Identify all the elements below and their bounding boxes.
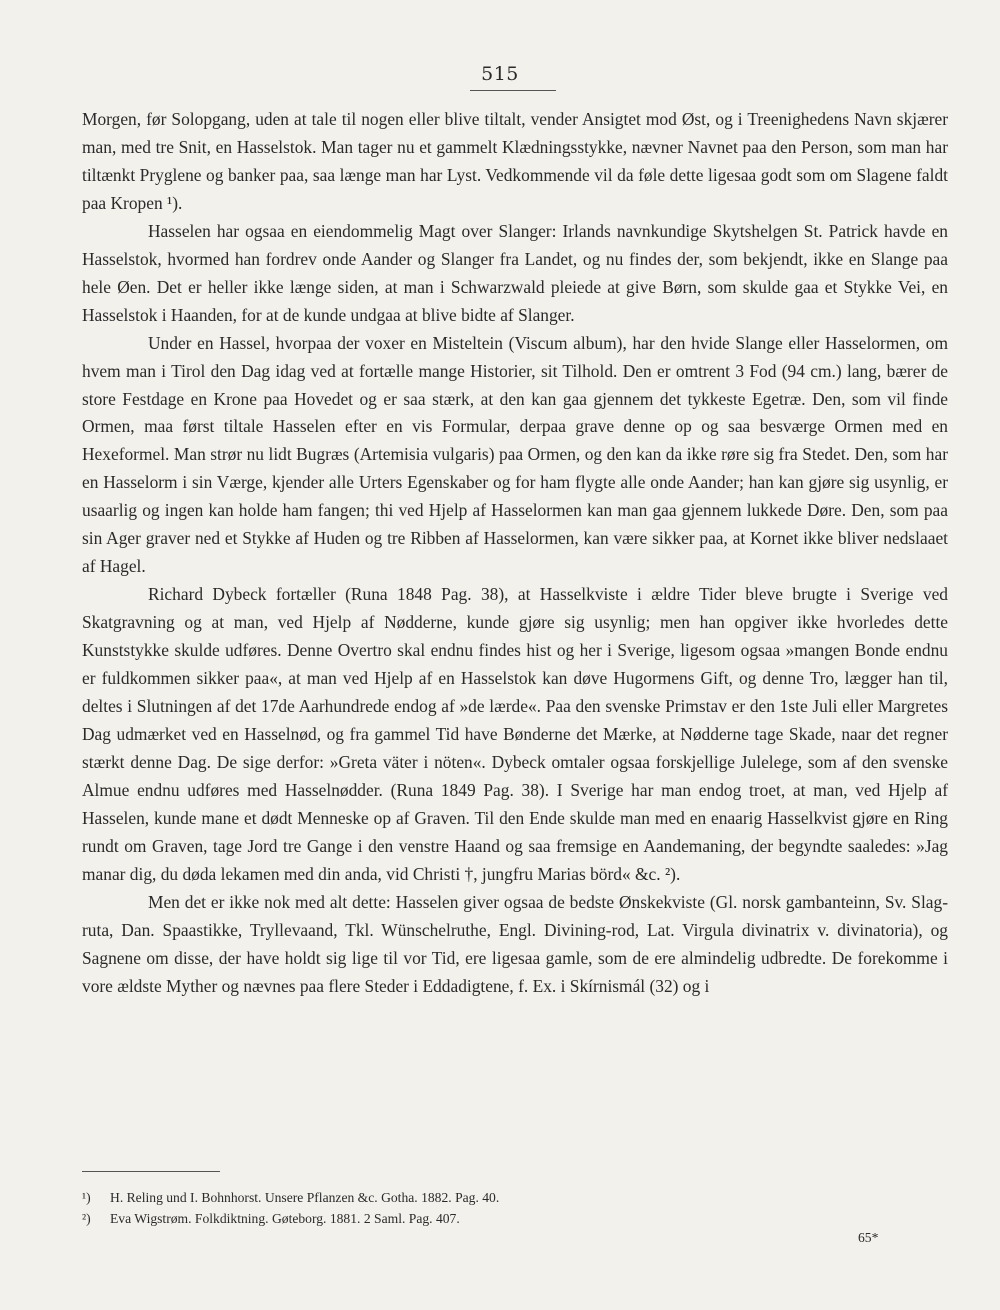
footnotes — [82, 1187, 948, 1229]
paragraph-5: Men det er ikke nok med alt dette: Hasselen giver ogsaa de bedste Ønskekviste (Gl. norsk gambanteinn, Sv. Slag-ruta, Dan. Spaastikke, Tryllevaand, Tkl. Wünschelruthe, Engl. Divining-rod, Lat. Virgula divinatrix v. divinatoria), og Sagnene om disse, der have holdt sig lige til vor Tid, ere ligesaa gamle, som de ere almindelig udbredte. De forekomme i vore ældste Myther og nævnes paa flere Steder i Eddadigtene, f. Ex. i Skírnismál (32) og i — [82, 891, 948, 996]
body-text — [82, 106, 948, 1001]
footnote-2-text: Eva Wigstrøm. Folkdiktning. Gøteborg. 1881. 2 Saml. Pag. 407. — [110, 1211, 460, 1226]
footnote-rule — [82, 1171, 220, 1172]
page-number-rule — [470, 90, 556, 91]
printer-signature: 65* — [858, 1230, 879, 1245]
paragraph-4: Richard Dybeck fortæller (Runa 1848 Pag. 38), at Hasselkviste i ældre Tider bleve brugte i Sverige ved Skatgravning og at man, ved Hjelp af Nødderne, kunde gjøre sig usynlig; men han opgiver ikke hvorledes dette Kunststykke skulde udføres. Denne Overtro skal endnu findes hist og her i Sverige, ligesom ogsaa »mangen Bonde endnu er fuldkommen sikker paa«, at man ved Hjelp af en Hasselstok kan døve Hugormens Gift, og denne Tro, lægger han til, deltes i Slutningen af det 17de Aarhundrede endog af »de lærde«. Paa den svenske Primstav er den 1ste Juli eller Margretes Dag udmærket ved en Hasselnød, og fra gammel Tid have Bønderne det Mærke, at Nødderne tage Skade, naar det regner stærkt denne Dag. De sige derfor: »Greta väter i nöten«. Dybeck omtaler ogsaa forskjellige Julelege, som af den svenske Almue endnu udføres med Hasselnødder. (Runa 1849 Pag. 38). I Sverige har man endog troet, at man, ved Hjelp af Hasselen, kunde mane et dødt Menneske op af Graven. Til den Ende skulde man med en enaarig Hasselkvist gjøre en Ring rundt om Graven, tage Jord tre Gange i den venstre Haand og saa fremsige en Aandemaning, der begyndte saaledes: »Jag manar dig, du døda lekamen med din anda, vid Christi †, jungfru Marias börd« &c. ²). — [82, 584, 948, 884]
footnote-2 — [82, 1208, 948, 1229]
paragraph-3: Under en Hassel, hvorpaa der voxer en Misteltein (Viscum album), har den hvide Slange eller Hasselormen, om hvem man i Tirol den Dag idag ved at fortælle mange Historier, sit Tilhold. Den er omtrent 3 Fod (94 cm.) lang, bærer de store Festdage en Krone paa Hovedet og er saa stærk, at den kan gaa gjennem det tykkeste Egetræ. Den, som vil finde Ormen, maa først tiltale Hasselen efter en vis Formular, derpaa grave denne op og saa besværge Ormen med en Hexeformel. Man strør nu lidt Bugræs (Artemisia vulgaris) paa Ormen, og den kan da ikke røre sig fra Stedet. Den, som har en Hasselorm i sin Værge, kjender alle Urters Egenskaber og for ham flygte alle onde Aander; han kan gjøre sig usynlig, er usaarlig og ingen kan holde ham fangen; thi ved Hjelp af Hasselormen kan man gaa gjennem lukkede Døre. Den, som paa sin Ager graver ned et Stykke af Huden og tre Ribben af Hasselormen, kan være sikker paa, at Kornet ikke bliver nedslaaet af Hagel. — [82, 332, 948, 577]
paragraph-2: Hasselen har ogsaa en eiendommelig Magt over Slanger: Irlands navnkundige Skytshelgen St. Patrick havde en Hasselstok, hvormed han fordrev onde Aander og Slanger fra Landet, og nu findes der, som bekjendt, ikke en Slange paa hele Øen. Det er heller ikke længe siden, at man i Schwarzwald pleiede at give Børn, som skulde gaa et Stykke Vei, en Hasselstok i Haanden, for at de kunde undgaa at blive bidte af Slanger. — [82, 220, 948, 325]
footnote-1 — [82, 1187, 948, 1208]
footnote-1-mark: ¹) — [82, 1190, 91, 1205]
footnote-1-text: H. Reling und I. Bohnhorst. Unsere Pflanzen &c. Gotha. 1882. Pag. 40. — [110, 1190, 500, 1205]
footnote-2-mark: ²) — [82, 1211, 91, 1226]
paragraph-1: Morgen, før Solopgang, uden at tale til nogen eller blive tiltalt, vender Ansigtet mod Øst, og i Treenighedens Navn skjærer man, med tre Snit, en Hasselstok. Man tager nu et gammelt Klædningsstykke, nævner Navnet paa den Person, som man har tiltænkt Pryglene og banker paa, saa længe man har Lyst. Vedkommende vil da føle dette ligesaa godt som om Slagene faldt paa Kropen ¹). — [82, 109, 948, 213]
page-number: 515 — [481, 63, 519, 85]
